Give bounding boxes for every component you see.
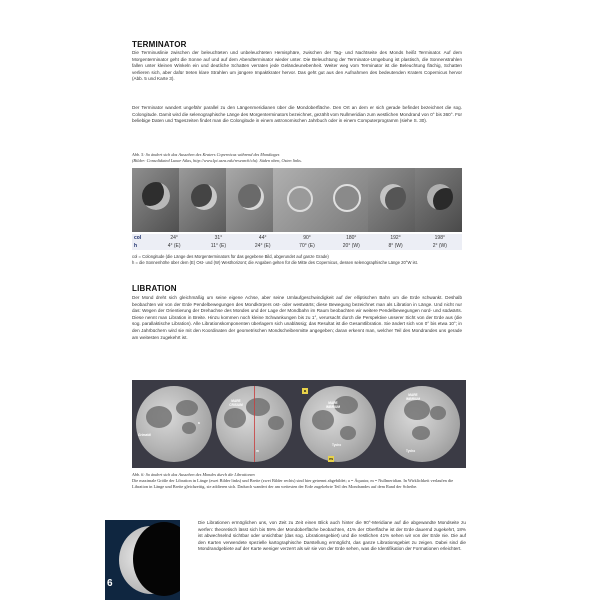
moon-phase-thumbnail bbox=[105, 520, 180, 600]
heading-terminator: TERMINATOR bbox=[132, 40, 187, 49]
h-label: h bbox=[134, 243, 138, 249]
crater-image-5 bbox=[321, 168, 368, 232]
h-value: 8° (W) bbox=[388, 243, 403, 249]
terminator-paragraph-2: Der Terminator wandert ungefähr parallel zu den Längenmeridianen über die Mondoberfläche. Den Ort an dem er sich gerade befindet bezeichnet die sog. Colongitude. Damit wird die selenographische Länge des Morgenterminators bezeichnet, gezählt vom Nullmeridian zum westlichen Mondrand von 0° bis 360°. Für beliebige Daten und Tageszeiten findet man die Colongitude in einem astronomischen Jahrbuch oder in einem Computerprogramm (siehe S. 30). bbox=[132, 105, 463, 124]
label-tycho-1: Tycho bbox=[332, 443, 342, 447]
h-value: 2° (W) bbox=[432, 243, 447, 249]
label-a-1: a bbox=[198, 421, 200, 425]
fig5-caption-credit: (Bilder: Consolidated Lunar Atlas, http://www.lpi.usra.edu/research/cla). Süden oben, Osten links. bbox=[132, 158, 302, 163]
crater-image-1 bbox=[132, 168, 179, 232]
libration-paragraph: Der Mond dreht sich gleichmäßig um seine eigene Achse, aber seine Umlaufgeschwindigkeit auf der elliptischen Bahn um die Erde schwankt. Deshalb beobachten wir von der Erde Pendelbewegungen des Mondkörpers ost- oder westwärts; diese Bewegung bezeichnet man als Libration in Länge. Und nicht nur das: Wegen der Orientierung der Drehachse des Mondes und der Lage der Mondbahn im Raum beobachten wir weitere Pendelbewegungen nord- und südwärts. Diese nennt man Libration in Breite. Hinzu kommen noch kleine Schwankungen bis zu 1°, verursacht durch die Perspektive unserer Sicht von der Erde aus (die sog. parallaktische Libration). Alle Librationskomponenten überlagern sich unablässig; das Resultat ist die Gesamtlibration. Sie ändert sich von 0° bis etwa 10°; in den Jahrbüchern wird sie mit den Koordinaten der geometrischen Mondscheibenmitte angegeben; daran erkennt man, welcher Teil des Mondrandes uns gerade am weitesten zugekehrt ist. bbox=[132, 295, 462, 340]
label-mare-imbrium-2: MARE IMBRIUM bbox=[406, 393, 420, 401]
fig5-note-2: h = die Sonnenhöhe über dem (E) Ost- und (W) Westhorizont; die Angaben gelten für die Mitte des Copernicus, dessen selenographische Länge 20°W ist. bbox=[132, 260, 418, 265]
fig6-caption bbox=[132, 472, 462, 490]
crater-image-7 bbox=[415, 168, 462, 232]
col-row bbox=[132, 234, 462, 242]
fig5-caption bbox=[132, 152, 462, 164]
h-value: 24° (E) bbox=[254, 243, 271, 249]
meridian-marker-1: m bbox=[329, 456, 333, 461]
crater-image-3 bbox=[226, 168, 273, 232]
page-number: 6 bbox=[107, 578, 113, 589]
colongitude-table bbox=[132, 234, 462, 250]
moon-image-3 bbox=[300, 386, 376, 462]
libration-summary-paragraph: Die Librationen ermöglichen uns, von Zeit zu Zeit einen Blick auch hinter die 90°-Meridiane auf die abgewandte Mondseite zu werfen: theoretisch lässt sich bis 59% der Mondoberfläche beobachten, 41% der Oberfläche ist der Erde dauernd zugekehrt, 18% ist abwechselnd sichtbar oder unsichtbar (das sog. Librationsgebiet) und die restlichen 41% sehen wir von der Erde nie. Die auf den Karten verwendete spezielle kartographische Darstellung ermöglicht, das ganze Librationsgebiet zu zeigen. Dabei sind die Mondrandgebiete auf der Karte weniger verzerrt als wir sie von der Erde sehen, was die Identifikation der Formationen erleichtert. bbox=[198, 520, 466, 552]
col-value: 44° bbox=[258, 235, 267, 241]
fig5-caption-title: Abb. 5: So ändert sich das Aussehen des Kraters Copernicus während des Mondtages bbox=[132, 152, 280, 157]
col-value: 180° bbox=[346, 235, 357, 241]
moon-image-4 bbox=[384, 386, 460, 462]
label-grimaldi: Grimaldi bbox=[138, 433, 151, 437]
libration-moon-images bbox=[132, 380, 466, 468]
copernicus-image-strip bbox=[132, 168, 462, 232]
col-label: col bbox=[134, 235, 142, 241]
fig6-caption-title: Abb. 6: So ändert sich das Aussehen des Mondes durch die Librationen bbox=[132, 472, 255, 477]
col-value: 90° bbox=[303, 235, 311, 241]
h-value: 4° (E) bbox=[167, 243, 181, 249]
fig6-caption-body: Die maximale Größe der Libration in Länge (zwei Bilder links) und Breite (zwei Bilder rechts) sind hier getrennt abgebildet; a = Äquator, m = Nullmeridian. In Wirklichkeit verlaufen die Libration in Länge und Breite gleichzeitig, sie addieren sich. Dadurch wandert der am weitesten der Erde zugekehrte Teil des Mondrandes auf dem Rand der Scheibe. bbox=[132, 478, 454, 489]
heading-libration: LIBRATION bbox=[132, 284, 177, 293]
meridian-line-1 bbox=[254, 386, 255, 462]
fig5-note-1: col = Colongitude (die Länge des Morgenterminators für das gegebene Bild, abgerundet auf ganze Grade) bbox=[132, 254, 329, 259]
moon-image-1 bbox=[136, 386, 212, 462]
crater-image-6 bbox=[368, 168, 415, 232]
label-m-1: m bbox=[256, 449, 259, 453]
h-row bbox=[132, 242, 462, 250]
col-value: 24° bbox=[170, 235, 178, 241]
label-tycho-2: Tycho bbox=[406, 449, 416, 453]
terminator-paragraph-1: Die Terminuslinie zwischen der beleuchteten und unbeleuchteten Hemisphäre, zwischen der Tag- und Nachtseite des Monds heißt Terminator. Auf dem Morgenterminator geht die Sonne auf und auf dem Abendterminator wieder unter. Die Beleuchtung der Terminator-Umgebung ist plastisch, die Sonnenstrahlen fallen unter kleinen Winkeln ein und deutliche Schatten verraten jede Geländeunebenheit. Weiter weg vom Terminator ist die Beleuchtung flächig, Schatten verlieren sich, aber dafür treten klare Strahlen um jüngere Impaktkrater hervor. Das geht gut aus den Aufnahmen des bedeutenden Kraters Copernicus hervor (Abb. 5 und Karte 3). bbox=[132, 50, 462, 82]
col-value: 198° bbox=[434, 235, 445, 241]
label-mare-crisium: MARE CRISIUM bbox=[229, 399, 243, 407]
crater-image-2 bbox=[179, 168, 226, 232]
h-value: 11° (E) bbox=[210, 243, 227, 249]
col-value: 192° bbox=[390, 235, 401, 241]
equator-marker-1: a bbox=[303, 388, 307, 393]
col-value: 31° bbox=[214, 235, 223, 241]
crater-image-4 bbox=[273, 168, 320, 232]
h-value: 70° (E) bbox=[299, 243, 315, 249]
h-value: 20° (W) bbox=[342, 243, 360, 249]
label-mare-imbrium-1: MARE IMBRIUM bbox=[326, 401, 340, 409]
